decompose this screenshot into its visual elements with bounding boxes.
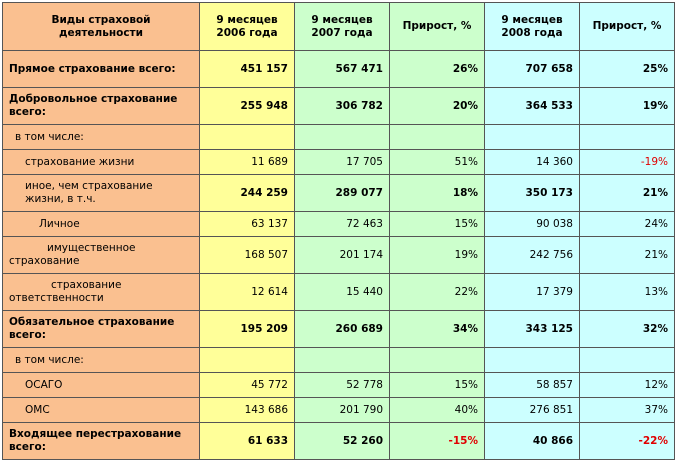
header-category: Виды страховой деятельности [3,3,200,51]
row-label [3,274,200,311]
row-label: иное, чем страхование жизни, в т.ч. [3,175,200,212]
header-row [3,3,675,51]
cell-growth-2008: 37% [580,398,675,423]
cell-growth-2007: 18% [390,175,485,212]
cell-growth-2007: 26% [390,51,485,88]
cell-2008: 276 851 [485,398,580,423]
row-label: в том числе: [3,125,200,150]
cell-growth-2008: 32% [580,311,675,348]
cell-2006 [200,348,295,373]
table-row [3,274,675,311]
cell-growth-2008: 19% [580,88,675,125]
table-row [3,311,675,348]
insurance-statistics-table [2,2,675,460]
table-row [3,373,675,398]
header-2008: 9 месяцев 2008 года [485,3,580,51]
cell-2008: 350 173 [485,175,580,212]
cell-2006: 143 686 [200,398,295,423]
cell-2006: 12 614 [200,274,295,311]
table-row [3,88,675,125]
header-2006: 9 месяцев 2006 года [200,3,295,51]
cell-2006: 168 507 [200,237,295,274]
cell-2007: 260 689 [295,311,390,348]
cell-2006: 195 209 [200,311,295,348]
cell-growth-2008: 12% [580,373,675,398]
row-label-text: имущественное страхование [9,242,136,267]
cell-2006: 244 259 [200,175,295,212]
header-growth-2008: Прирост, % [580,3,675,51]
cell-2007: 15 440 [295,274,390,311]
table-row [3,348,675,373]
cell-2008: 364 533 [485,88,580,125]
insurance-statistics-table-container [2,2,674,455]
row-label: Обязательное страхование всего: [3,311,200,348]
cell-2007: 52 778 [295,373,390,398]
cell-growth-2008: -19% [580,150,675,175]
row-label: Входящее перестрахование всего: [3,423,200,460]
row-label: Личное [3,212,200,237]
cell-growth-2007: 34% [390,311,485,348]
cell-2007 [295,348,390,373]
cell-2008 [485,125,580,150]
cell-growth-2007: -15% [390,423,485,460]
cell-growth-2008 [580,348,675,373]
cell-2007: 17 705 [295,150,390,175]
cell-growth-2007: 22% [390,274,485,311]
table-row [3,51,675,88]
cell-2008: 707 658 [485,51,580,88]
cell-growth-2007: 40% [390,398,485,423]
table-row [3,237,675,274]
row-label: ОСАГО [3,373,200,398]
table-row [3,423,675,460]
cell-2007: 289 077 [295,175,390,212]
header-growth-2007: Прирост, % [390,3,485,51]
cell-growth-2008 [580,125,675,150]
cell-growth-2007: 15% [390,212,485,237]
row-label-text: страхование ответственности [9,279,122,304]
cell-2006: 63 137 [200,212,295,237]
cell-2008: 90 038 [485,212,580,237]
cell-2006: 11 689 [200,150,295,175]
cell-2008: 40 866 [485,423,580,460]
table-row [3,398,675,423]
cell-growth-2008: 24% [580,212,675,237]
cell-growth-2007: 15% [390,373,485,398]
cell-growth-2007: 19% [390,237,485,274]
cell-2008: 14 360 [485,150,580,175]
cell-growth-2007 [390,125,485,150]
row-label: в том числе: [3,348,200,373]
cell-growth-2008: 21% [580,237,675,274]
cell-2007: 201 174 [295,237,390,274]
cell-growth-2008: -22% [580,423,675,460]
cell-2006: 61 633 [200,423,295,460]
cell-2008: 242 756 [485,237,580,274]
cell-2008: 343 125 [485,311,580,348]
row-label: Прямое страхование всего: [3,51,200,88]
cell-growth-2008: 13% [580,274,675,311]
row-label: ОМС [3,398,200,423]
cell-2006: 255 948 [200,88,295,125]
header-2007: 9 месяцев 2007 года [295,3,390,51]
cell-2006: 45 772 [200,373,295,398]
row-label: Добровольное страхование всего: [3,88,200,125]
cell-2008: 58 857 [485,373,580,398]
cell-2007: 201 790 [295,398,390,423]
cell-2007: 567 471 [295,51,390,88]
table-row [3,125,675,150]
cell-growth-2007: 20% [390,88,485,125]
cell-2007: 52 260 [295,423,390,460]
row-label [3,237,200,274]
cell-2007: 72 463 [295,212,390,237]
cell-2007 [295,125,390,150]
row-label: страхование жизни [3,150,200,175]
table-row [3,175,675,212]
cell-2006: 451 157 [200,51,295,88]
cell-2006 [200,125,295,150]
table-row [3,150,675,175]
cell-growth-2007: 51% [390,150,485,175]
table-row [3,212,675,237]
cell-2007: 306 782 [295,88,390,125]
cell-2008 [485,348,580,373]
cell-growth-2008: 21% [580,175,675,212]
cell-growth-2007 [390,348,485,373]
cell-growth-2008: 25% [580,51,675,88]
cell-2008: 17 379 [485,274,580,311]
